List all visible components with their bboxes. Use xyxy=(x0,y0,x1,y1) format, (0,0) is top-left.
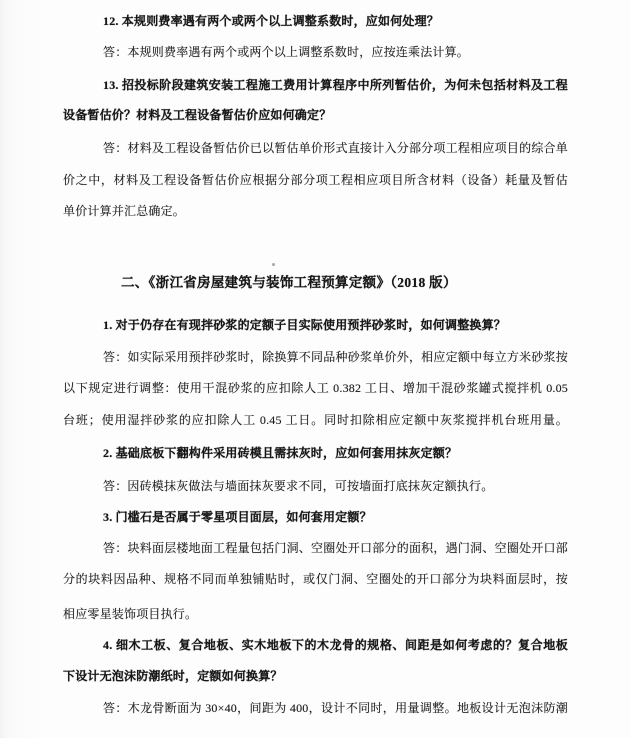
text-line: 12. 本规则费率遇有两个或两个以上调整系数时，应如何处理？ xyxy=(103,14,440,28)
text-line: 下设计无泡沫防潮纸时，定额如何换算？ xyxy=(63,669,283,683)
text-line: 答：如实际采用预拌砂浆时，除换算不同品种砂浆单价外，相应定额中每立方米砂浆按 xyxy=(103,350,568,364)
text-line: 答：材料及工程设备暂估价已以暂估单价形式直接计入分部分项工程相应项目的综合单 xyxy=(103,141,568,155)
text-line: 答：块料面层楼地面工程量包括门洞、空圈处开口部分的面积，遇门洞、空圈处开口部 xyxy=(103,541,568,555)
text-line: 4. 细木工板、复合地板、实木地板下的木龙骨的规格、间距是如何考虑的？复合地板 xyxy=(103,638,568,652)
text-line: 1. 对于仍存在有现拌砂浆的定额子目实际使用预拌砂浆时，如何调整换算？ xyxy=(103,318,507,332)
text-line: 答：木龙骨断面为 30×40，间距为 400，设计不同时，用量调整。地板设计无泡沫防潮 xyxy=(103,701,568,715)
text-line: 单价计算并汇总确定。 xyxy=(63,204,186,218)
text-line: 价之中，材料及工程设备暂估价应根据分部分项工程相应项目所含材料（设备）耗量及暂估 xyxy=(63,173,568,187)
text-line: 设备暂估价？材料及工程设备暂估价应如何确定？ xyxy=(63,108,332,122)
text-line: 2. 基础底板下翻构件采用砖模且需抹灰时，应如何套用抹灰定额？ xyxy=(103,446,458,460)
text-line: 答：本规则费率遇有两个或两个以上调整系数时，应按连乘法计算。 xyxy=(103,45,470,59)
section-heading: 二、《浙江省房屋建筑与装饰工程预算定额》（2018 版） xyxy=(121,275,457,290)
text-line: 台班；使用湿拌砂浆的应扣除人工 0.45 工日。同时扣除相应定额中灰浆搅拌机台班用量。 xyxy=(63,413,568,427)
text-line: 相应零星装饰项目执行。 xyxy=(63,607,198,621)
text-line: 以下规定进行调整：使用干混砂浆的应扣除人工 0.382 工日、增加干混砂浆罐式搅拌机 0.05 xyxy=(63,381,568,395)
text-line: 3. 门槛石是否属于零星项目面层，如何套用定额？ xyxy=(103,510,372,524)
text-line: 答：因砖模抹灰做法与墙面抹灰要求不同，可按墙面打底抹灰定额执行。 xyxy=(103,479,494,493)
text-line: 分的块料因品种、规格不同而单独铺贴时，或仅门洞、空圈处的开口部分为块料面层时，按 xyxy=(63,572,568,586)
text-line: 13. 招投标阶段建筑安装工程施工费用计算程序中所列暂估价，为何未包括材料及工程 xyxy=(103,78,568,92)
